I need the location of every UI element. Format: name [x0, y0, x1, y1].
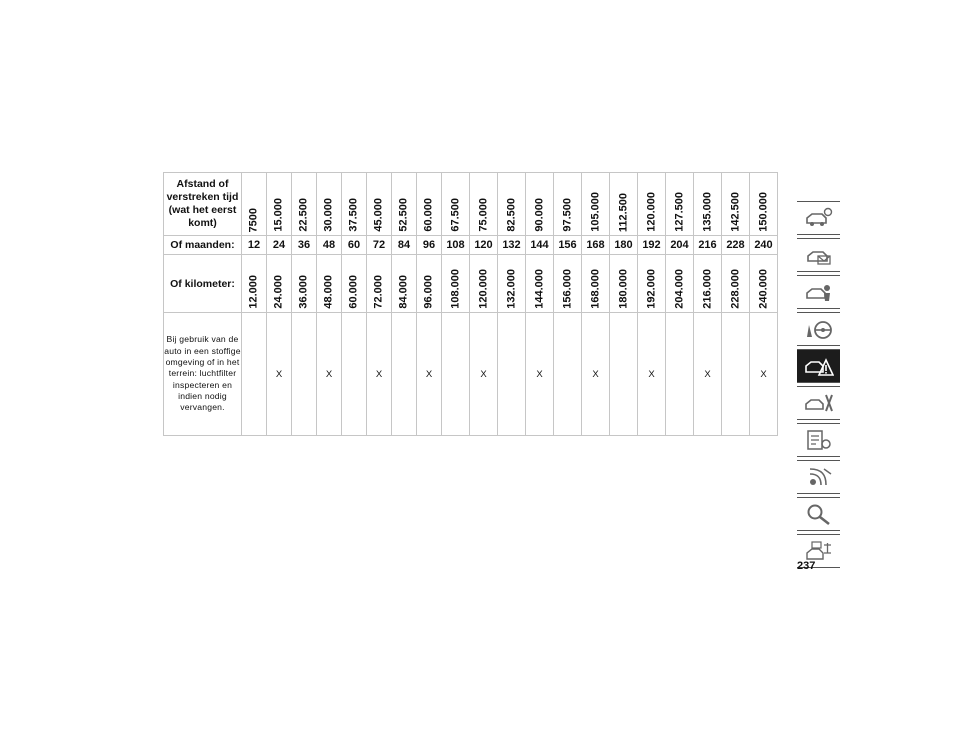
service-mark	[242, 313, 267, 436]
months-value: 156	[554, 236, 582, 255]
kilometers-value: 84.000	[397, 275, 410, 309]
kilometers-cell	[666, 255, 694, 313]
kilometers-value: 120.000	[477, 269, 489, 309]
kilometers-cell	[367, 255, 392, 313]
chapter-tab-9[interactable]	[797, 497, 840, 531]
kilometers-cell	[638, 255, 666, 313]
kilometers-cell	[342, 255, 367, 313]
months-value: 120	[470, 236, 498, 255]
kilometers-cell	[292, 255, 317, 313]
distance-cell	[417, 173, 442, 236]
months-value: 132	[498, 236, 526, 255]
distance-cell	[666, 173, 694, 236]
months-value: 96	[417, 236, 442, 255]
distance-cell	[267, 173, 292, 236]
distance-cell	[554, 173, 582, 236]
chapter-tab-6[interactable]	[797, 386, 840, 420]
distance-cell	[470, 173, 498, 236]
service-mark	[554, 313, 582, 436]
months-value: 72	[367, 236, 392, 255]
distance-value: 120.000	[645, 192, 657, 232]
distance-cell	[442, 173, 470, 236]
distance-value: 37.500	[347, 198, 360, 232]
kilometers-cell	[317, 255, 342, 313]
distance-cell	[292, 173, 317, 236]
service-mark	[392, 313, 417, 436]
months-value: 228	[722, 236, 750, 255]
service-mark: X	[638, 313, 666, 436]
task-row	[164, 313, 778, 436]
multimedia-icon	[804, 465, 834, 489]
chapter-tab-3[interactable]	[797, 275, 840, 309]
distance-cell	[367, 173, 392, 236]
service-mark: X	[367, 313, 392, 436]
distance-cell	[722, 173, 750, 236]
header-cell: Afstand of verstreken tijd (wat het eerst komt)	[164, 173, 242, 236]
kilometers-row	[164, 255, 778, 313]
car-warning-light-icon	[804, 243, 834, 267]
car-info-icon	[804, 206, 834, 230]
months-value: 204	[666, 236, 694, 255]
distance-cell	[610, 173, 638, 236]
distance-cell	[750, 173, 778, 236]
service-mark	[292, 313, 317, 436]
kilometers-value: 192.000	[645, 269, 657, 309]
kilometers-value: 72.000	[372, 275, 385, 309]
distance-cell	[694, 173, 722, 236]
distance-cell	[582, 173, 610, 236]
distance-value: 97.500	[561, 198, 573, 232]
distance-value: 15.000	[272, 198, 285, 232]
kilometers-cell	[417, 255, 442, 313]
distance-cell	[498, 173, 526, 236]
distance-value: 105.000	[589, 192, 601, 232]
kilometers-value: 48.000	[322, 275, 335, 309]
kilometers-cell	[470, 255, 498, 313]
months-label: Of maanden:	[164, 236, 242, 255]
kilometers-value: 132.000	[505, 269, 517, 309]
service-mark: X	[526, 313, 554, 436]
service-mark: X	[750, 313, 778, 436]
distance-value: 75.000	[477, 198, 489, 232]
months-value: 144	[526, 236, 554, 255]
months-value: 36	[292, 236, 317, 255]
kilometers-value: 108.000	[449, 269, 461, 309]
steering-wheel-icon	[804, 317, 834, 341]
months-value: 108	[442, 236, 470, 255]
service-mark	[442, 313, 470, 436]
car-service-icon	[804, 391, 834, 415]
chapter-tab-8[interactable]	[797, 460, 840, 494]
distance-value: 52.500	[397, 198, 410, 232]
distance-cell	[526, 173, 554, 236]
months-value: 48	[317, 236, 342, 255]
kilometers-cell	[694, 255, 722, 313]
kilometers-value: 12.000	[247, 275, 260, 309]
months-value: 12	[242, 236, 267, 255]
kilometers-value: 36.000	[297, 275, 310, 309]
distance-value: 82.500	[505, 198, 517, 232]
kilometers-cell	[242, 255, 267, 313]
kilometers-value: 240.000	[757, 269, 769, 309]
kilometers-cell	[610, 255, 638, 313]
chapter-tab-2[interactable]	[797, 238, 840, 272]
kilometers-cell	[722, 255, 750, 313]
distance-value: 142.500	[729, 192, 741, 232]
kilometers-value: 24.000	[272, 275, 285, 309]
service-mark: X	[417, 313, 442, 436]
chapter-tab-4[interactable]	[797, 312, 840, 346]
months-value: 168	[582, 236, 610, 255]
distance-value: 90.000	[533, 198, 545, 232]
distance-value: 22.500	[297, 198, 310, 232]
kilometers-cell	[554, 255, 582, 313]
distance-cell	[317, 173, 342, 236]
kilometers-cell	[267, 255, 292, 313]
distance-cell	[638, 173, 666, 236]
task-description: Bij gebruik van de auto in een stoffige omgeving of in het terrein: luchtfilter inspecteren en indien nodig vervangen.	[164, 313, 242, 436]
kilometers-cell	[750, 255, 778, 313]
chapter-tabs	[797, 201, 840, 571]
kilometers-value: 204.000	[673, 269, 685, 309]
distance-value: 30.000	[322, 198, 335, 232]
distance-cell	[342, 173, 367, 236]
months-value: 60	[342, 236, 367, 255]
chapter-tab-1[interactable]	[797, 201, 840, 235]
kilometers-value: 156.000	[561, 269, 573, 309]
months-value: 180	[610, 236, 638, 255]
kilometers-value: 216.000	[701, 269, 713, 309]
months-value: 24	[267, 236, 292, 255]
service-mark: X	[317, 313, 342, 436]
chapter-tab-5[interactable]	[797, 349, 840, 383]
distance-value: 67.500	[449, 198, 461, 232]
months-row	[164, 236, 778, 255]
kilometers-value: 144.000	[533, 269, 545, 309]
service-mark	[666, 313, 694, 436]
distance-row	[164, 173, 778, 236]
distance-value: 135.000	[701, 192, 713, 232]
months-value: 192	[638, 236, 666, 255]
kilometers-cell	[442, 255, 470, 313]
kilometers-cell	[498, 255, 526, 313]
chapter-tab-7[interactable]	[797, 423, 840, 457]
service-mark: X	[267, 313, 292, 436]
kilometers-value: 96.000	[422, 275, 435, 309]
kilometers-cell	[582, 255, 610, 313]
distance-value: 7500	[247, 207, 260, 232]
months-value: 216	[694, 236, 722, 255]
service-mark	[342, 313, 367, 436]
kilometers-cell	[526, 255, 554, 313]
kilometers-label: Of kilometer:	[164, 255, 242, 313]
service-mark: X	[582, 313, 610, 436]
distance-value: 112.500	[617, 192, 629, 232]
service-mark	[610, 313, 638, 436]
distance-cell	[392, 173, 417, 236]
distance-value: 60.000	[422, 198, 435, 232]
service-mark: X	[470, 313, 498, 436]
kilometers-value: 60.000	[347, 275, 360, 309]
distance-cell	[242, 173, 267, 236]
distance-value: 127.500	[673, 192, 685, 232]
service-mark	[498, 313, 526, 436]
maintenance-schedule-table	[163, 172, 778, 436]
kilometers-value: 168.000	[589, 269, 601, 309]
months-value: 240	[750, 236, 778, 255]
service-mark: X	[694, 313, 722, 436]
page-number: 237	[797, 560, 816, 572]
search-icon	[804, 502, 834, 526]
service-mark	[722, 313, 750, 436]
months-value: 84	[392, 236, 417, 255]
kilometers-cell	[392, 255, 417, 313]
distance-value: 45.000	[372, 198, 385, 232]
car-emergency-icon	[804, 354, 834, 378]
car-safety-icon	[804, 280, 834, 304]
kilometers-value: 228.000	[729, 269, 741, 309]
specifications-icon	[804, 428, 834, 452]
distance-value: 150.000	[757, 192, 769, 232]
kilometers-value: 180.000	[617, 269, 629, 309]
